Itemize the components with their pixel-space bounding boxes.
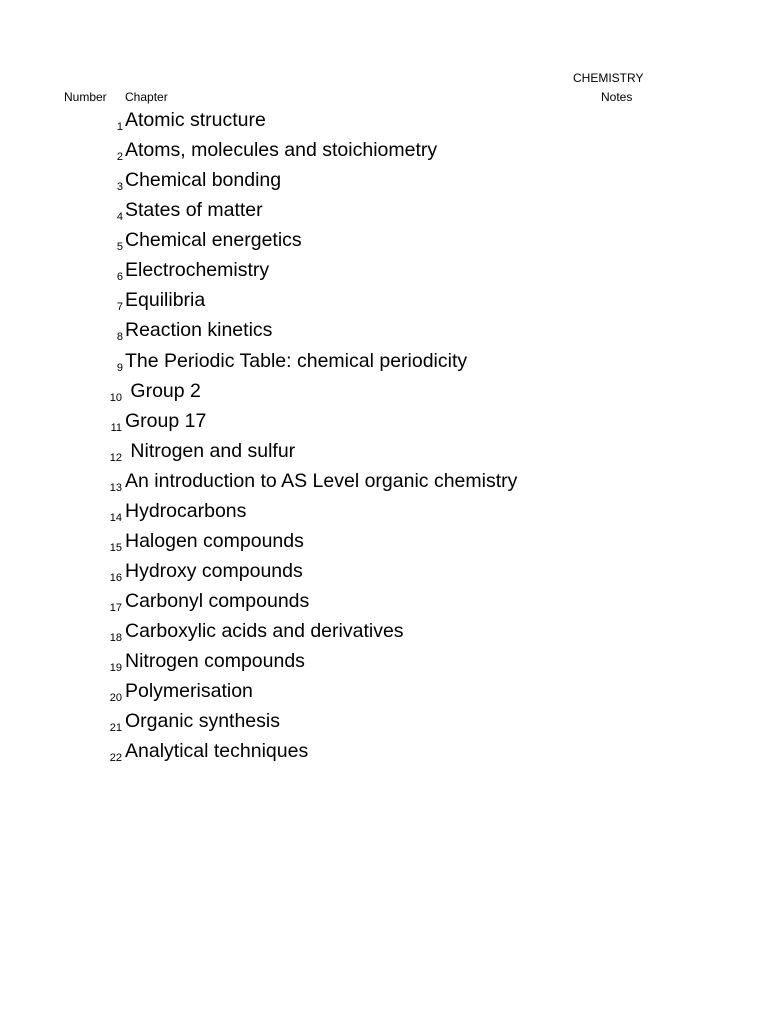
chapter-title: Nitrogen and sulfur xyxy=(125,439,296,462)
chapter-number: 18 xyxy=(109,632,122,645)
chapter-row xyxy=(0,228,768,258)
chapter-title: Nitrogen compounds xyxy=(125,650,305,673)
chapter-number: 5 xyxy=(116,241,123,254)
chapter-number: 14 xyxy=(109,511,122,524)
chapter-number: 9 xyxy=(116,361,123,374)
chapter-title: Chemical energetics xyxy=(125,229,302,252)
chapter-row xyxy=(0,439,768,469)
chapter-row xyxy=(0,108,768,138)
chapter-number: 20 xyxy=(109,692,122,705)
chapter-row xyxy=(0,649,768,679)
chapter-number: 3 xyxy=(116,181,123,194)
chapter-row xyxy=(0,409,768,439)
chapter-column-header: Chapter xyxy=(125,90,168,104)
chapter-title: Halogen compounds xyxy=(125,529,304,552)
chapter-number: 19 xyxy=(109,662,122,675)
chapter-title: Chemical bonding xyxy=(125,169,282,192)
chapter-title: Group 17 xyxy=(125,409,207,432)
chapter-title: Analytical techniques xyxy=(125,740,309,763)
number-column-header: Number xyxy=(64,90,107,104)
chapter-title: Atoms, molecules and stoichiometry xyxy=(125,139,438,162)
chapter-title: States of matter xyxy=(125,199,263,222)
chapter-number: 17 xyxy=(109,602,122,614)
chapter-title: Organic synthesis xyxy=(125,710,280,733)
chapter-number: 8 xyxy=(116,331,123,344)
chapter-row xyxy=(0,589,768,619)
chapter-number: 11 xyxy=(110,421,122,434)
chapter-row xyxy=(0,709,768,739)
chapter-title: Polymerisation xyxy=(125,680,253,703)
chapter-number: 21 xyxy=(109,722,122,735)
chapter-row xyxy=(0,379,768,409)
chapter-title: Hydrocarbons xyxy=(125,499,247,522)
chapter-row xyxy=(0,559,768,589)
chapter-number: 16 xyxy=(109,571,122,584)
chapter-title: Carbonyl compounds xyxy=(125,590,310,612)
chapter-row xyxy=(0,349,768,379)
chapter-row xyxy=(0,288,768,318)
chapter-row xyxy=(0,258,768,288)
chapter-row xyxy=(0,138,768,168)
chapter-title: The Periodic Table: chemical periodicity xyxy=(125,349,468,372)
chapter-number: 10 xyxy=(109,391,122,404)
chapter-title: Electrochemistry xyxy=(125,259,270,282)
chapter-row xyxy=(0,499,768,529)
chapter-title: An introduction to AS Level organic chemistry xyxy=(125,469,518,492)
notes-column-header: Notes xyxy=(601,90,633,104)
chapter-number: 13 xyxy=(109,481,122,494)
chapter-row xyxy=(0,198,768,228)
chapter-row xyxy=(0,529,768,559)
chapter-title: Equilibria xyxy=(125,289,206,312)
chapter-number: 22 xyxy=(109,752,122,765)
chapter-title: Carboxylic acids and derivatives xyxy=(125,620,404,643)
chapter-title: Hydroxy compounds xyxy=(125,559,303,582)
chapter-number: 1 xyxy=(116,121,123,133)
chapter-number: 12 xyxy=(109,451,122,464)
chapter-title: Group 2 xyxy=(125,379,201,402)
chapter-number: 6 xyxy=(116,271,123,284)
chapter-title: Atomic structure xyxy=(125,109,266,131)
chapter-row xyxy=(0,679,768,709)
chapter-row xyxy=(0,619,768,649)
chapter-number: 7 xyxy=(116,301,123,314)
subject-heading: CHEMISTRY xyxy=(573,71,644,85)
chapter-title: Reaction kinetics xyxy=(125,319,273,342)
chapter-row xyxy=(0,168,768,198)
chapter-row xyxy=(0,469,768,499)
chapter-list xyxy=(0,108,768,769)
chapter-row xyxy=(0,739,768,769)
chapter-number: 2 xyxy=(116,151,123,164)
chapter-number: 15 xyxy=(109,541,122,554)
chapter-row xyxy=(0,318,768,348)
chapter-number: 4 xyxy=(116,211,123,224)
